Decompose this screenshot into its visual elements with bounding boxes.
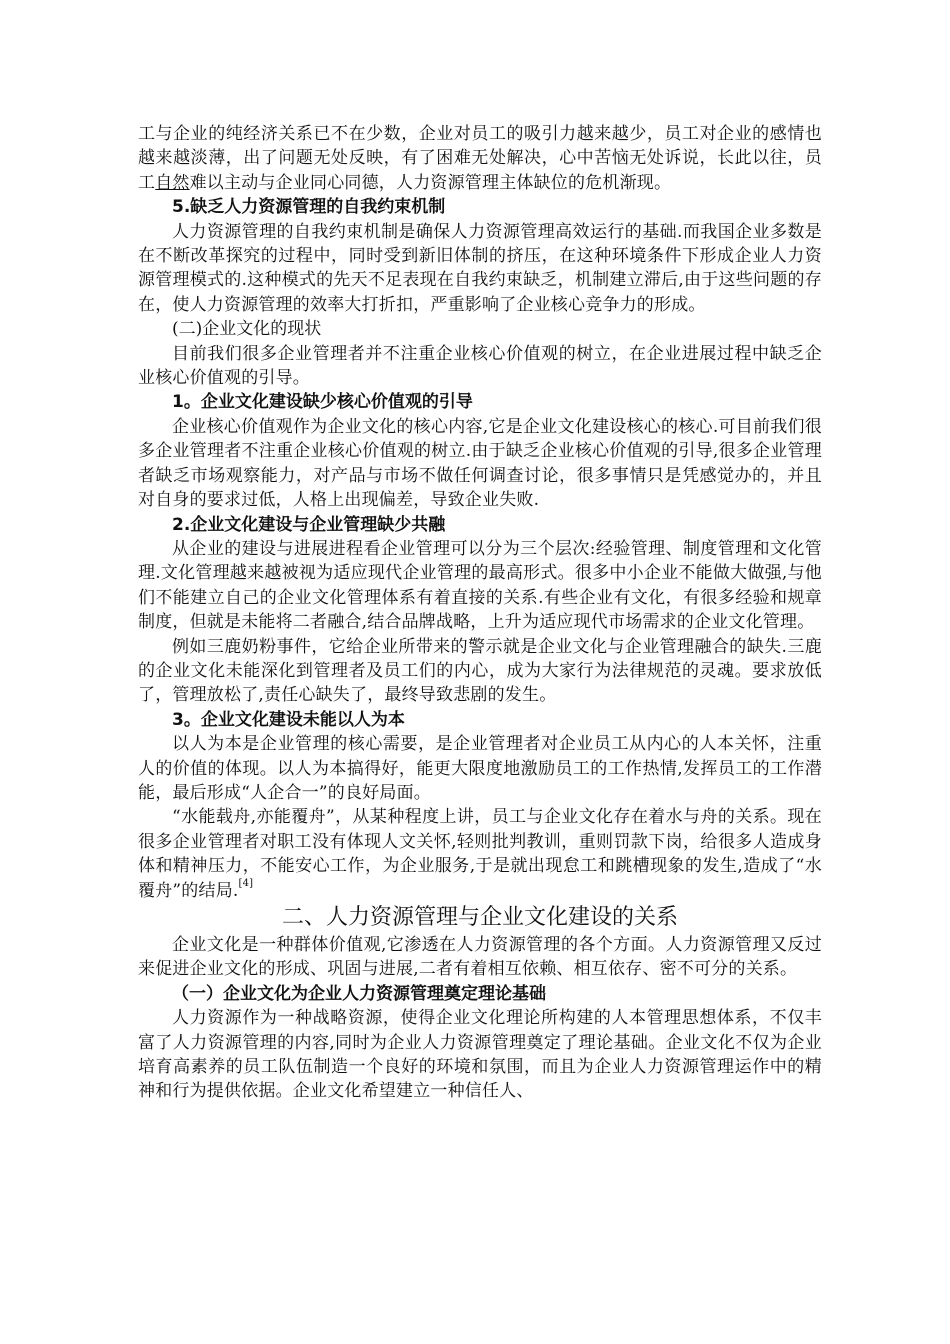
citation-reference: [4] <box>238 877 254 889</box>
paragraph: 企业文化是一种群体价值观,它渗透在人力资源管理的各个方面。人力资源管理又反过来促进企业文化的形成、巩固与进展,二者有着相互依赖、相互依存、密不可分的关系。 <box>138 935 822 980</box>
subsection-heading-3: 3。企业文化建设未能以人为本 <box>172 709 405 730</box>
paragraph: 目前我们很多企业管理者并不注重企业核心价值观的树立，在企业进展过程中缺乏企业核心价值观的引导。 <box>138 343 822 389</box>
document-body <box>138 122 822 1104</box>
underlined-text: 自然 <box>155 172 190 193</box>
paragraph: 从企业的建设与进展进程看企业管理可以分为三个层次:经验管理、制度管理和文化管理.文化管理越来越被视为适应现代企业管理的最高形式。很多中小企业不能做大做强,与他们不能建立自己的企业文化管理体系有着直接的关系.有些企业有文化，有很多经验和规章制度，但就是未能将二者融合,结合品牌战略，上升为适应现代市场需求的企业文化管理。 <box>138 538 822 633</box>
paragraph: 例如三鹿奶粉事件，它给企业所带来的警示就是企业文化与企业管理融合的缺失.三鹿的企业文化未能深化到管理者及员工们的内心，成为大家行为法律规范的灵魂。要求放低了，管理放松了,责任心缺失了，最终导致悲剧的发生。 <box>138 636 822 706</box>
paragraph <box>138 805 822 903</box>
section-heading-corporate-culture-status: (二)企业文化的现状 <box>172 319 322 340</box>
subsection-heading-yi: （一）企业文化为企业人力资源管理奠定理论基础 <box>172 983 546 1004</box>
paragraph-text: 工与企业的纯经济关系已不在少数，企业对员工的吸引力越来越少，员工对企业的感情也越来越淡薄，出了问题无处反映，有了困难无处解决，心中苦恼无处诉说，长此以往，员工 <box>138 124 822 193</box>
paragraph <box>138 122 822 195</box>
subsection-heading-5: 5.缺乏人力资源管理的自我约束机制 <box>172 197 446 218</box>
paragraph: 人力资源作为一种战略资源，使得企业文化理论所构建的人本管理思想体系，不仅丰富了人力资源管理的内容,同时为企业人力资源管理奠定了理论基础。企业文化不仅为企业培育高素养的员工队伍制造一个良好的环境和氛围，而且为企业人力资源管理运作中的精神和行为提供依据。企业文化希望建立一种信任人、 <box>138 1008 822 1102</box>
subsection-heading-2: 2.企业文化建设与企业管理缺少共融 <box>172 514 446 535</box>
paragraph: 人力资源管理的自我约束机制是确保人力资源管理高效运行的基础.而我国企业多数是在不断改革探究的过程中，同时受到新旧体制的挤压，在这种环境条件下形成企业人力资源管理模式的.这种模式的先天不足表现在自我约束缺乏，机制建立滞后,由于这些问题的存在，使人力资源管理的效率大打折扣，严重影响了企业核心竞争力的形成。 <box>138 221 822 315</box>
subsection-heading-1: 1。企业文化建设缺少核心价值观的引导 <box>172 392 473 413</box>
paragraph: 企业核心价值观作为企业文化的核心内容,它是企业文化建设核心的核心.可目前我们很多企业管理者不注重企业核心价值观的树立.由于缺乏企业核心价值观的引导,很多企业管理者缺乏市场观察能力，对产品与市场不做任何调查讨论，很多事情只是凭感觉办的，并且对自身的要求过低，人格上出现偏差，导致企业失败. <box>138 416 822 511</box>
paragraph-text: 难以主动与企业同心同德，人力资源管理主体缺位的危机渐现。 <box>189 172 672 193</box>
paragraph: 以人为本是企业管理的核心需要，是企业管理者对企业员工从内心的人本关怀，注重人的价值的体现。以人为本搞得好，能更大限度地激励员工的工作热情,发挥员工的工作潜能，最后形成“人企合一”的良好局面。 <box>138 734 822 803</box>
paragraph-text: “水能载舟,亦能覆舟”，从某种程度上讲，员工与企业文化存在着水与舟的关系。现在很多企业管理者对职工没有体现人文关怀,轻则批判教训，重则罚款下岗，给很多人造成身体和精神压力，不能安心工作，为企业服务,于是就出现怠工和跳槽现象的发生,造成了“水覆舟”的结局. <box>138 807 822 901</box>
chapter-title: 二、人力资源管理与企业文化建设的关系 <box>281 905 678 930</box>
